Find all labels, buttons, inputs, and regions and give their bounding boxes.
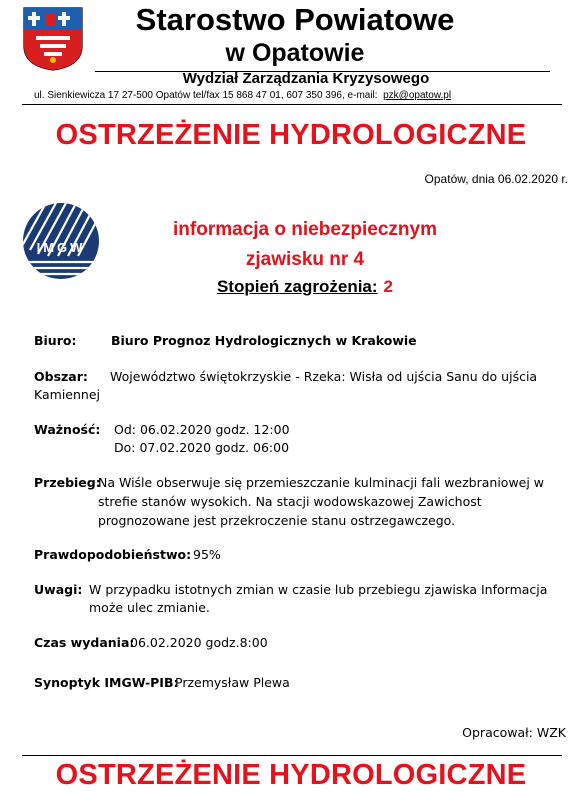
contact-address: [34, 90, 554, 102]
prawdopodobienstwo-label: Prawdopodobieństwo:: [34, 547, 192, 562]
waznosc-label: Ważność:: [34, 422, 101, 437]
biuro-label: Biuro:: [34, 333, 77, 348]
email-link[interactable]: pzk@opatow.pl: [383, 90, 452, 101]
prepared-by: Opracował: WZK: [462, 725, 566, 740]
powiat-coat-of-arms-icon: [22, 6, 84, 72]
info-heading-line1: informacja o niebezpiecznym: [173, 219, 437, 240]
prawdopodobienstwo-value: 95%: [193, 547, 221, 562]
uwagi-line2: może ulec zmianie.: [89, 600, 210, 615]
issue-date: Opatów, dnia 06.02.2020 r.: [424, 172, 568, 186]
department-name: Wydział Zarządzania Kryzysowego: [182, 70, 430, 87]
office-subtitle: w Opatowie: [225, 39, 365, 67]
przebieg-line1: Na Wiśle obserwuje się przemieszczanie kulminacji fali wezbraniowej w: [98, 475, 545, 490]
synoptyk-value: Przemysław Plewa: [175, 675, 290, 690]
threat-level-value: 2: [383, 277, 394, 296]
przebieg-line2: strefie stanów wysokich. Na stacji wodowskazowej Zawichost: [98, 494, 482, 509]
biuro-value: Biuro Prognoz Hydrologicznych w Krakowie: [111, 333, 417, 348]
footer-rule: [22, 755, 562, 756]
przebieg-line3: prognozowane jest przekroczenie stanu ostrzegawczego.: [98, 513, 456, 528]
uwagi-line1: W przypadku istotnych zmian w czasie lub przebiegu zjawiska Informacja: [89, 582, 548, 597]
waznosc-from: Od: 06.02.2020 godz. 12:00: [114, 422, 290, 437]
obszar-value-line1: Województwo świętokrzyskie - Rzeka: Wisła od ujścia Sanu do ujścia: [110, 369, 538, 384]
obszar-value-line2: Kamiennej: [34, 387, 100, 402]
address-text: ul. Sienkiewicza 17 27-500 Opatów tel/fax 15 868 47 01, 607 350 396, e-mail:: [34, 90, 378, 101]
uwagi-label: Uwagi:: [34, 582, 83, 597]
waznosc-to: Do: 07.02.2020 godz. 06:00: [114, 440, 290, 455]
synoptyk-label: Synoptyk IMGW-PIB:: [34, 675, 179, 690]
biuro-row: [34, 332, 76, 350]
czas-wydania-label: Czas wydania:: [34, 635, 135, 650]
imgw-logo-text: IMGW: [36, 240, 86, 255]
info-heading-line2: zjawisku nr 4: [245, 249, 365, 270]
address-rule: [22, 104, 562, 105]
obszar-label: Obszar:: [34, 369, 88, 384]
threat-level: [120, 276, 490, 298]
imgw-logo-icon: [22, 202, 100, 280]
warning-title: OSTRZEŻENIE HYDROLOGICZNE: [55, 119, 527, 151]
przebieg-label: Przebieg:: [34, 475, 101, 490]
office-title: Starostwo Powiatowe: [135, 2, 455, 37]
warning-footer-title: OSTRZEŻENIE HYDROLOGICZNE: [55, 759, 527, 791]
threat-level-label: Stopień zagrożenia:: [216, 277, 378, 296]
czas-wydania-value: 06.02.2020 godz.8:00: [130, 635, 268, 650]
